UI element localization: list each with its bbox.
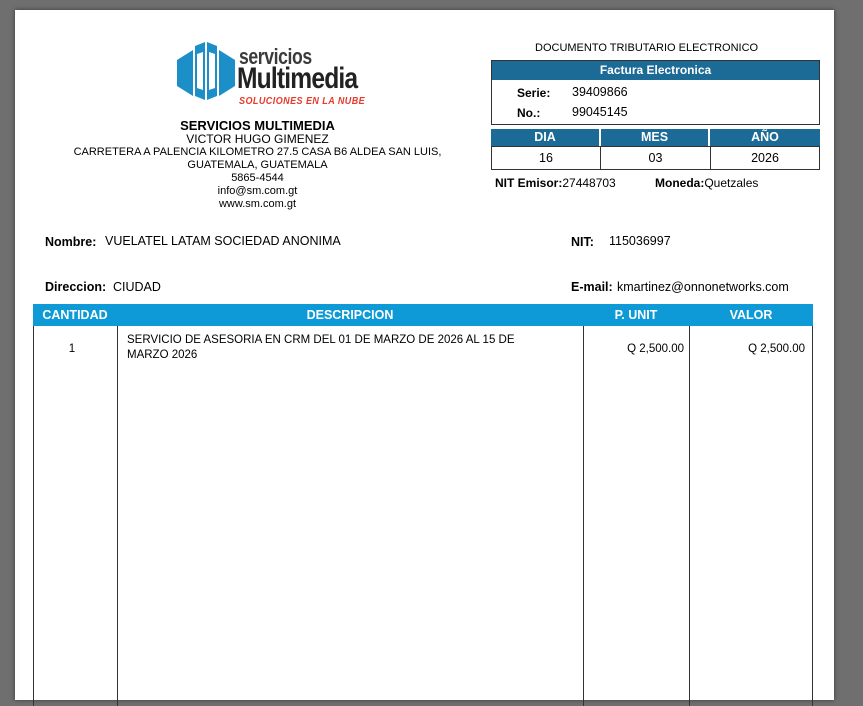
day-value: 16 xyxy=(492,147,601,169)
header-cantidad: CANTIDAD xyxy=(42,308,108,322)
nit-emisor xyxy=(495,176,616,190)
serie-label: Serie: xyxy=(517,86,551,100)
row-cantidad: 1 xyxy=(68,343,76,355)
row-descripcion-line2: MARZO 2026 xyxy=(127,349,198,361)
header-p-unit: P. UNIT xyxy=(614,308,658,322)
nit-emisor-value: 27448703 xyxy=(562,176,616,190)
number-value: 99045145 xyxy=(572,105,628,119)
logo-word-multimedia: Multimedia xyxy=(237,62,358,95)
row-descripcion-line1: SERVICIO DE ASESORIA EN CRM DEL 01 DE MARZO DE 2026 AL 15 DE xyxy=(127,334,515,346)
invoice-page xyxy=(15,10,834,700)
client-email-label: E-mail: xyxy=(571,280,613,294)
nit-emisor-label: NIT Emisor: xyxy=(495,176,563,190)
currency-label: Moneda: xyxy=(655,176,705,190)
currency-value: Quetzales xyxy=(704,176,759,190)
col-descripcion xyxy=(118,326,584,706)
invoice-title: Factura Electronica xyxy=(492,61,819,80)
logo-tagline: SOLUCIONES EN LA NUBE xyxy=(239,96,366,107)
client-address-value: CIUDAD xyxy=(113,280,161,294)
company-name: SERVICIOS MULTIMEDIA xyxy=(180,118,335,133)
year-value: 2026 xyxy=(751,151,779,165)
items-table-header xyxy=(33,304,813,326)
company-info xyxy=(45,119,470,211)
company-web: www.sm.com.gt xyxy=(218,198,296,210)
col-cantidad xyxy=(34,326,118,706)
month-header: MES xyxy=(601,129,710,146)
company-address-line2: GUATEMALA, GUATEMALA xyxy=(187,159,328,171)
serie-value: 39409866 xyxy=(572,85,628,99)
document-type: DOCUMENTO TRIBUTARIO ELECTRONICO xyxy=(535,42,759,54)
day-header: DIA xyxy=(491,129,601,146)
company-logo-icon xyxy=(175,40,237,102)
client-nit-label: NIT: xyxy=(571,235,594,249)
items-table-body xyxy=(33,326,813,706)
client-nit-value: 115036997 xyxy=(609,234,671,248)
company-email: info@sm.com.gt xyxy=(217,185,298,197)
logo-word-servicios: servicios xyxy=(239,44,312,69)
month-value: 03 xyxy=(601,147,711,169)
client-name-label: Nombre: xyxy=(45,235,97,249)
col-p-unit xyxy=(584,326,690,706)
client-email-value: kmartinez@onnonetworks.com xyxy=(617,280,789,294)
row-p-unit: Q 2,500.00 xyxy=(627,343,684,355)
row-valor: Q 2,500.00 xyxy=(748,343,805,355)
year-header: AÑO xyxy=(710,129,820,146)
client-address-label: Direccion: xyxy=(45,280,107,294)
date-header xyxy=(491,129,820,146)
number-label: No.: xyxy=(517,106,541,120)
currency xyxy=(655,176,758,190)
row-descripcion xyxy=(127,333,577,363)
header-descripcion: DESCRIPCION xyxy=(306,308,394,322)
header-valor: VALOR xyxy=(729,308,773,322)
date-values xyxy=(491,146,820,170)
company-phone: 5865-4544 xyxy=(231,172,284,184)
company-owner: VICTOR HUGO GIMENEZ xyxy=(186,132,329,146)
invoice-number-box xyxy=(491,60,820,125)
company-address-line1: CARRETERA A PALENCIA KILOMETRO 27.5 CASA B6 ALDEA SAN LUIS, xyxy=(73,146,442,158)
client-name-value: VUELATEL LATAM SOCIEDAD ANONIMA xyxy=(105,234,341,248)
